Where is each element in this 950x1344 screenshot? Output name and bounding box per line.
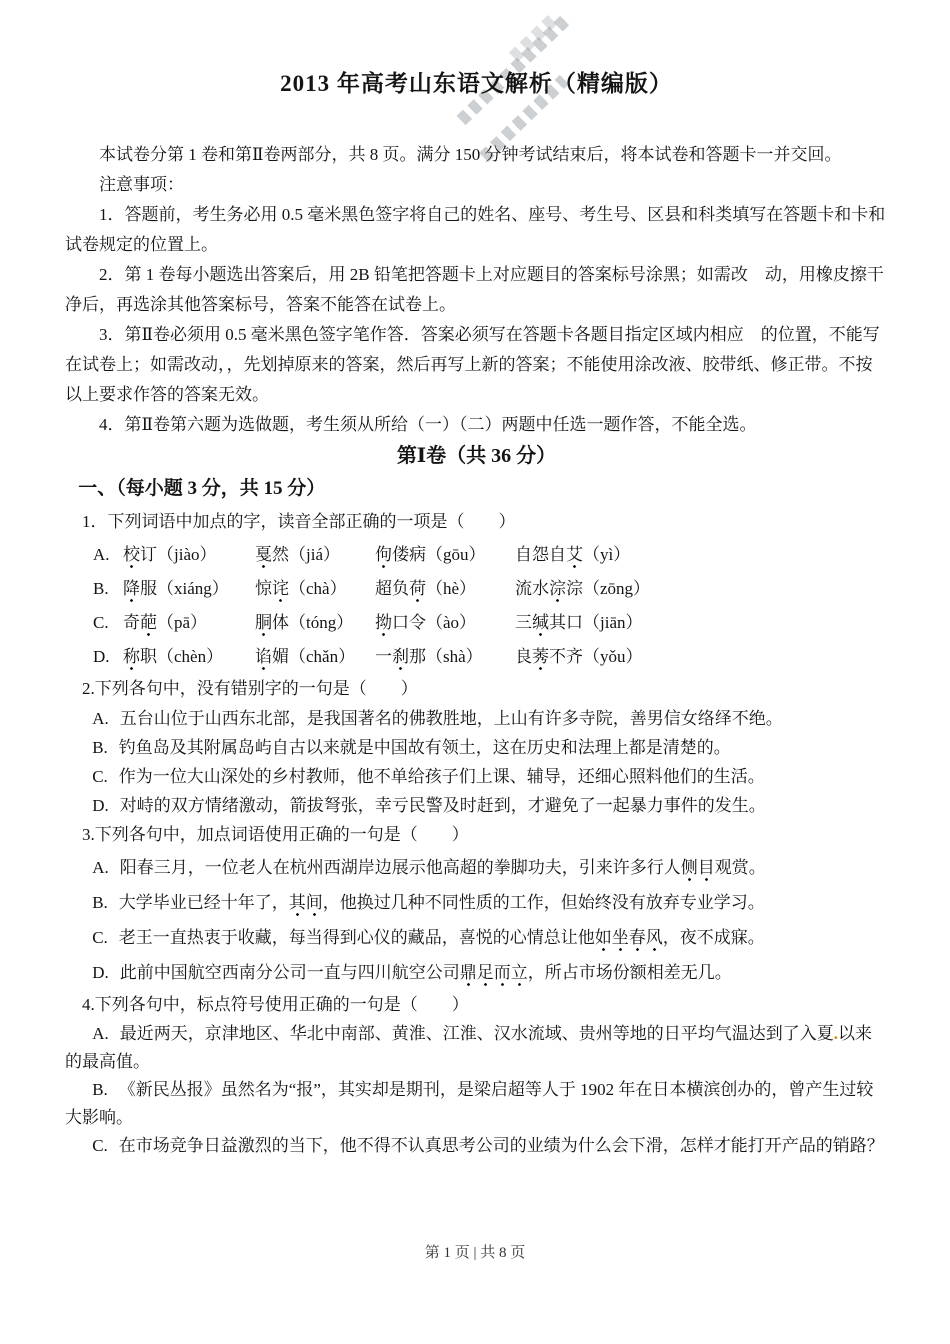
word-post: 职 <box>140 647 157 666</box>
option <box>65 1020 888 1076</box>
pinyin-cell <box>123 606 255 640</box>
word-em: 刹 <box>392 647 409 671</box>
option <box>65 885 888 920</box>
option <box>65 850 888 885</box>
q1-option-row-b <box>65 572 888 606</box>
word-pre: 超负 <box>375 579 409 598</box>
pinyin-cell <box>515 572 888 606</box>
pinyin: （ào） <box>426 613 477 632</box>
word-pre: 惊 <box>255 579 272 598</box>
option-label: C. <box>92 928 108 947</box>
word-em: 荷 <box>409 579 426 603</box>
word-post: 淙 <box>566 579 583 598</box>
option-text: 阳春三月，一位老人在杭州西湖岸边展示他高超的拳脚功夫，引来许多行人 <box>119 858 681 877</box>
option <box>65 955 888 990</box>
pinyin: （chèn） <box>157 647 224 666</box>
pinyin-cell <box>123 572 255 606</box>
option-text: 对峙的双方情绪激动，箭拔弩张，幸亏民警及时赶到，才避免了一起暴力事件的发生。 <box>119 796 766 815</box>
pinyin: （yì） <box>583 545 631 564</box>
option <box>65 791 888 820</box>
option-text: 此前中国航空西南分公司一直与四川航空公司 <box>119 963 460 982</box>
option-label: B. <box>93 579 109 598</box>
pinyin: （tóng） <box>289 613 354 632</box>
option-text: 以来的最高值。 <box>65 1024 872 1071</box>
word-em: 缄 <box>532 613 549 637</box>
option-text: 《新民丛报》虽然名为“报”，其实却是期刊，是梁启超等人于 1902 年在日本横滨创办的，曾产生过较大影响。 <box>65 1080 874 1127</box>
word-em: 戛 <box>255 545 272 569</box>
pinyin-cell <box>255 606 375 640</box>
emphasized-word: 其间 <box>289 893 323 917</box>
word-post: 媚 <box>272 647 289 666</box>
pinyin-cell <box>515 640 888 674</box>
option-text: 观赏。 <box>714 858 766 877</box>
word-post: 不齐 <box>549 647 583 666</box>
word-post: 其口 <box>549 613 583 632</box>
word-em: 谄 <box>255 647 272 671</box>
word-em: 葩 <box>140 613 157 637</box>
notice-item-2: 2．第 1 卷每小题选出答案后，用 2B 铅笔把答题卡上对应题目的答案标号涂黑；如需改 动，用橡皮擦干净后，再选涂其他答案标号，答案不能答在试卷上。 <box>65 265 884 314</box>
emphasized-word: 如坐春风 <box>595 928 663 952</box>
word-post: 体 <box>272 613 289 632</box>
notice-item-3: 3．第Ⅱ卷必须用 0.5 毫米黑色签字笔作答．答案必须写在答题卡各题目指定区域内相应 的位置，不能写在试卷上；如需改动，，先划掉原来的答案，然后再写上新的答案；不能使用涂改液、胶带纸、修正带。不按以上要求作答的答案无效。 <box>65 325 880 404</box>
document-body <box>65 0 888 1160</box>
option <box>65 704 888 733</box>
word-post: 然 <box>272 545 289 564</box>
word-em: 称 <box>123 647 140 671</box>
intro-paragraph: 本试卷分第 1 卷和第Ⅱ卷两部分，共 8 页。满分 150 分钟考试结束后，将本试卷和答题卡一并交回。 <box>99 145 842 164</box>
option-label: A. <box>92 858 109 877</box>
q1-option-row-d <box>65 640 888 674</box>
option-text: 钓鱼岛及其附属岛屿自古以来就是中国故有领土，这在历史和法理上都是清楚的。 <box>118 738 731 757</box>
word-pre: 良 <box>515 647 532 666</box>
emphasized-word: 鼎足而立 <box>460 963 528 987</box>
option <box>65 1076 888 1132</box>
pinyin-cell <box>375 606 515 640</box>
word-pre: 流水 <box>515 579 549 598</box>
word-em: 艾 <box>566 545 583 569</box>
notice-item-4: 4．第Ⅱ卷第六题为选做题，考生须从所给（一）（二）两题中任选一题作答，不能全选。 <box>99 415 757 434</box>
q2-options <box>65 704 888 820</box>
option-text: 作为一位大山深处的乡村教师，他不单给孩子们上课、辅导，还细心照料他们的生活。 <box>118 767 765 786</box>
notice-item-1: 1．答题前，考生务必用 0.5 毫米黑色签字将自己的姓名、座号、考生号、区县和科类填写在答题卡和卡和试卷规定的位置上。 <box>65 205 886 254</box>
pinyin-cell <box>515 538 888 572</box>
option-text: ，夜不成寐。 <box>662 928 765 947</box>
page-title: 2013 年高考山东语文解析（精编版） <box>280 71 673 96</box>
option-text: 五台山位于山西东北部，是我国著名的佛教胜地，上山有许多寺院，善男信女络绎不绝。 <box>119 709 783 728</box>
option-text: 老王一直热衷于收藏，每当得到心仪的藏品，喜悦的心情总让他 <box>118 928 595 947</box>
q3-options <box>65 850 888 990</box>
pinyin: （yǒu） <box>583 647 643 666</box>
option-label: D. <box>92 796 109 815</box>
option-label: B. <box>92 1080 108 1099</box>
option <box>65 920 888 955</box>
pinyin: （zōng） <box>583 579 651 598</box>
word-pre: 自怨自 <box>515 545 566 564</box>
q1-options-table <box>65 538 888 674</box>
word-post: 服 <box>140 579 157 598</box>
word-pre: 奇 <box>123 613 140 632</box>
word-em: 胴 <box>255 613 272 637</box>
pinyin-cell <box>255 640 375 674</box>
word-post: 那 <box>409 647 426 666</box>
pinyin-cell <box>375 640 515 674</box>
option-text: ，他换过几种不同性质的工作，但始终没有放弃专业学习。 <box>322 893 765 912</box>
option <box>65 733 888 762</box>
page-footer: 第 1 页 | 共 8 页 <box>424 1245 526 1261</box>
q1-option-row-c <box>65 606 888 640</box>
word-em: 淙 <box>549 579 566 603</box>
option-label: C. <box>93 613 109 632</box>
emphasized-word: 侧目 <box>681 858 715 882</box>
question2-stem: 2.下列各句中，没有错别字的一句是（ ） <box>82 679 418 698</box>
pinyin-cell <box>123 640 255 674</box>
section1-heading: 一、（每小题 3 分，共 15 分） <box>78 478 326 499</box>
option-label: B. <box>92 738 108 757</box>
option-text: 最近两天，京津地区、华北中南部、黄淮、江淮、汉水流域、贵州等地的日平均气温达到了入夏 <box>119 1024 834 1043</box>
option-label: A. <box>93 545 110 564</box>
word-pre: 三 <box>515 613 532 632</box>
option-text: 在市场竞争日益激烈的当下，他不得不认真思考公司的业绩为什么会下滑，怎样才能打开产品的销路？ <box>118 1136 884 1155</box>
question1-stem: 1．下列词语中加点的字，读音全部正确的一项是（ ） <box>82 512 516 531</box>
option-label: A. <box>92 709 109 728</box>
notice-heading: 注意事项： <box>99 175 184 194</box>
option-label: D. <box>92 963 109 982</box>
pinyin-cell <box>515 606 888 640</box>
option-text: 大学毕业已经十年了， <box>118 893 289 912</box>
q4-options <box>65 1020 888 1160</box>
option-label: B. <box>92 893 108 912</box>
word-em: 拗 <box>375 613 392 637</box>
word-em: 佝 <box>375 545 392 569</box>
option-label: C. <box>92 1136 108 1155</box>
word-post: 订 <box>140 545 157 564</box>
option-label: C. <box>92 767 108 786</box>
option-label: D. <box>93 647 110 666</box>
word-pre: 一 <box>375 647 392 666</box>
word-post: 口令 <box>392 613 426 632</box>
pinyin-cell <box>123 538 255 572</box>
option-label: A. <box>92 1024 109 1043</box>
pinyin: （chà） <box>289 579 347 598</box>
pinyin: （jiá） <box>289 545 340 564</box>
pinyin-cell <box>255 572 375 606</box>
option <box>65 762 888 791</box>
word-em: 莠 <box>532 647 549 671</box>
pinyin: （pā） <box>157 613 208 632</box>
option <box>65 1132 888 1160</box>
pinyin: （chǎn） <box>289 647 356 666</box>
word-post: 偻病 <box>392 545 426 564</box>
question4-stem: 4.下列各句中，标点符号使用正确的一句是（ ） <box>82 995 469 1014</box>
pinyin-cell <box>375 538 515 572</box>
pinyin: （xiáng） <box>157 579 229 598</box>
pinyin: （gōu） <box>426 545 486 564</box>
pinyin: （jiān） <box>583 613 643 632</box>
word-em: 诧 <box>272 579 289 603</box>
pinyin-cell <box>255 538 375 572</box>
part1-heading: 第Ⅰ卷（共 36 分） <box>396 445 557 467</box>
pinyin: （jiào） <box>157 545 217 564</box>
word-em: 降 <box>123 579 140 603</box>
q1-option-row-a <box>65 538 888 572</box>
question3-stem: 3.下列各句中，加点词语使用正确的一句是（ ） <box>82 825 469 844</box>
word-em: 校 <box>123 545 140 569</box>
option-text: ，所占市场份额相差无几。 <box>527 963 732 982</box>
pinyin: （hè） <box>426 579 477 598</box>
stray-dot: . <box>833 1024 838 1043</box>
pinyin-cell <box>375 572 515 606</box>
pinyin: （shà） <box>426 647 483 666</box>
